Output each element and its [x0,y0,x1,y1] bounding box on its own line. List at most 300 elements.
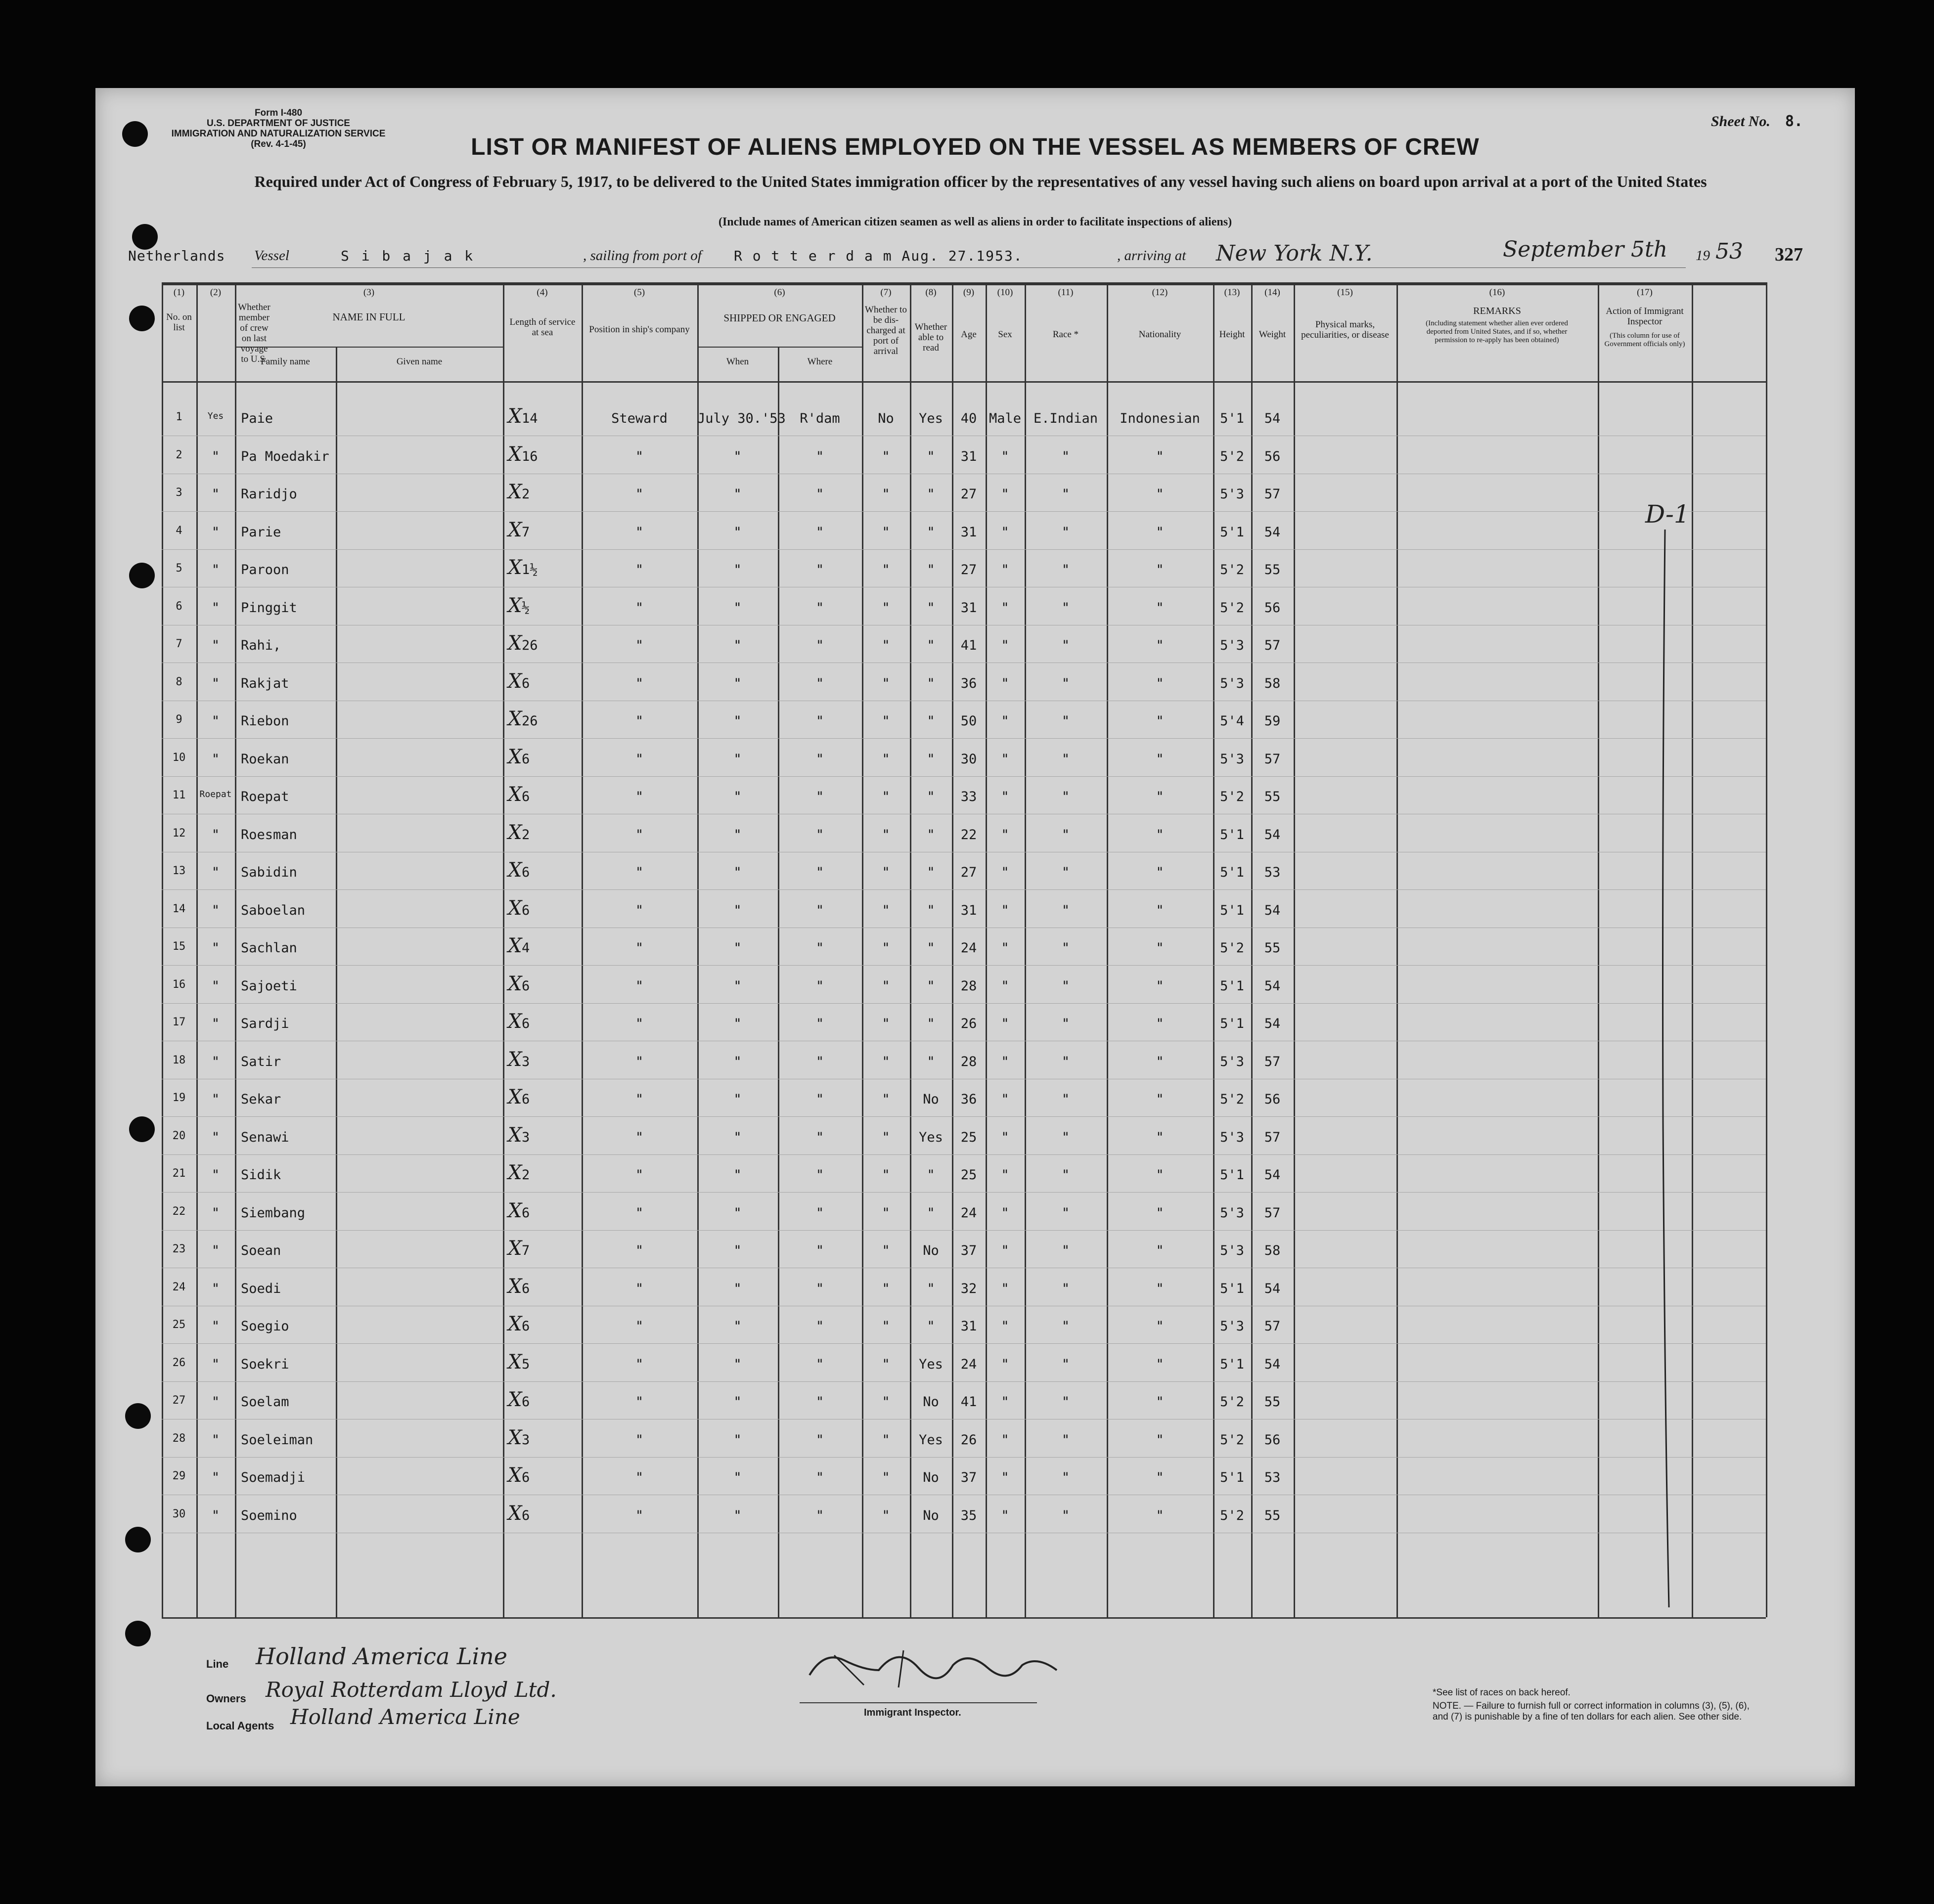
cell-discharged: " [882,1394,890,1410]
header-action: Action of Immigrant Inspector [1606,306,1684,327]
arrival-date: September 5th [1503,237,1668,262]
sheet-number: Sheet No. 8. [1710,113,1803,130]
cell-position: " [635,1281,644,1296]
check-x-mark: X [508,669,522,693]
department: U.S. DEPARTMENT OF JUSTICE [207,118,350,129]
cell-able-read: " [927,448,935,464]
cell-position: " [635,487,644,502]
cell-race: " [1061,751,1070,767]
cell-position: " [635,827,644,842]
cell-position: " [635,1205,644,1221]
col-line [1766,282,1767,1617]
cell-height: 5'3 [1220,751,1244,767]
cell-member: Yes [207,411,224,421]
cell-weight: 55 [1264,1394,1281,1410]
cell-able-read: Yes [919,1432,943,1448]
cell-length-service: 6 [522,1507,530,1523]
cell-nationality: " [1156,487,1164,502]
page-code: 327 [1775,244,1803,265]
cell-sex: " [1001,1016,1009,1031]
cell-weight: 56 [1264,1092,1281,1107]
cell-able-read: Yes [919,1129,943,1145]
cell-family-name: Soemadji [241,1470,306,1485]
cell-position: " [635,865,644,880]
cell-when: " [733,1319,742,1334]
line-label: Line [206,1658,229,1670]
cell-position: " [635,789,644,804]
header-action-sub: (This column for use of Government officials only) [1604,332,1685,348]
cell-nationality: " [1156,638,1164,653]
cell-height: 5'4 [1220,713,1244,729]
cell-race: " [1061,1016,1070,1031]
cell-member: Roepat [199,789,232,799]
shipped-subheader-line [697,347,862,348]
races-note: *See list of races on back hereof. [1433,1687,1571,1698]
cell-weight: 55 [1264,940,1281,956]
cell-member: " [211,1205,220,1221]
cell-weight: 54 [1264,1281,1281,1296]
cell-age: 40 [960,411,977,426]
cell-nationality: " [1156,1394,1164,1410]
row-rule [162,1003,1766,1004]
row-rule [162,776,1766,777]
cell-discharged: " [882,1507,890,1523]
cell-member: " [211,865,220,880]
cell-sex: " [1001,448,1009,464]
cell-race: " [1061,1394,1070,1410]
cell-sex: " [1001,600,1009,616]
cell-where: " [815,1054,824,1069]
cell-when: " [733,1394,742,1410]
cell-position: " [635,940,644,956]
cell-nationality: " [1156,1129,1164,1145]
signature-line [800,1702,1037,1703]
cell-where: " [815,789,824,804]
cell-family-name: Paroon [241,562,289,577]
cell-member: " [211,827,220,842]
cell-sex: " [1001,1092,1009,1107]
cell-family-name: Senawi [241,1129,289,1145]
cell-length-service: 6 [522,1319,530,1334]
punch-hole [129,1116,155,1142]
cell-no: 26 [172,1356,186,1369]
col-num: (10) [997,287,1013,298]
cell-able-read: " [927,600,935,616]
cell-family-name: Parie [241,524,281,540]
col-num: (8) [925,287,937,298]
cell-weight: 54 [1264,978,1281,994]
footer [162,1621,1766,1786]
check-x-mark: X [508,1199,522,1222]
check-x-mark: X [508,821,522,844]
row-rule [162,1192,1766,1193]
cell-family-name: Soeleiman [241,1432,314,1448]
row-rule [162,1154,1766,1155]
col-line [1396,282,1398,1617]
cell-length-service: 6 [522,789,530,804]
cell-discharged: " [882,1016,890,1031]
cell-where: " [815,1432,824,1448]
cell-when: " [733,1281,742,1296]
check-x-mark: X [508,1123,522,1147]
cell-able-read: No [923,1470,939,1485]
cell-discharged: " [882,1319,890,1334]
cell-member: " [211,1356,220,1372]
cell-where: " [815,751,824,767]
cell-no: 14 [172,902,186,915]
cell-no: 3 [176,487,182,499]
cell-where: " [815,1243,824,1258]
cell-family-name: Siembang [241,1205,306,1221]
cell-length-service: 6 [522,1092,530,1107]
cell-no: 5 [176,562,182,575]
cell-height: 5'1 [1220,524,1244,540]
cell-length-service: ½ [522,600,530,616]
cell-discharged: " [882,978,890,994]
cell-discharged: " [882,713,890,729]
cell-family-name: Paie [241,411,273,426]
cell-sex: " [1001,1167,1009,1183]
cell-length-service: 6 [522,1394,530,1410]
header-given-name: Given name [396,356,443,367]
agents-label: Local Agents [206,1720,274,1732]
cell-member: " [211,902,220,918]
cell-position: " [635,1319,644,1334]
cell-race: E.Indian [1033,411,1098,426]
arriving-at: New York N.Y. [1216,241,1373,266]
cell-discharged: " [882,789,890,804]
cell-able-read: " [927,940,935,956]
check-x-mark: X [508,896,522,920]
cell-family-name: Riebon [241,713,289,729]
col-num: (13) [1224,287,1240,298]
cell-where: " [815,487,824,502]
check-x-mark: X [508,1048,522,1071]
col-line [503,282,504,1617]
cell-sex: " [1001,1129,1009,1145]
cell-position: " [635,1356,644,1372]
cell-weight: 58 [1264,675,1281,691]
cell-length-service: 3 [522,1129,530,1145]
cell-when: " [733,1054,742,1069]
cell-age: 26 [960,1432,977,1448]
cell-where: " [815,562,824,577]
cell-race: " [1061,1281,1070,1296]
cell-height: 5'2 [1220,448,1244,464]
cell-where: " [815,524,824,540]
cell-race: " [1061,940,1070,956]
cell-when: " [733,713,742,729]
cell-race: " [1061,902,1070,918]
header-age: Age [961,329,977,340]
cell-member: " [211,713,220,729]
cell-when: " [733,448,742,464]
check-x-mark: X [508,1426,522,1449]
header-able-read: Whether able to read [914,322,947,353]
inspector-signature [805,1640,1062,1700]
cell-family-name: Roekan [241,751,289,767]
cell-able-read: " [927,827,935,842]
cell-where: " [815,1092,824,1107]
cell-position: " [635,524,644,540]
cell-height: 5'3 [1220,1205,1244,1221]
cell-nationality: " [1156,978,1164,994]
cell-age: 30 [960,751,977,767]
cell-weight: 57 [1264,487,1281,502]
cell-discharged: " [882,902,890,918]
cell-able-read: Yes [919,1356,943,1372]
header-discharged: Whether to be dis-charged at port of arrival [865,305,907,356]
cell-length-service: 7 [522,524,530,540]
cell-when: " [733,675,742,691]
cell-where: " [815,1356,824,1372]
cell-member: " [211,1432,220,1448]
cell-race: " [1061,1507,1070,1523]
col-num: (5) [633,287,645,298]
cell-able-read: " [927,751,935,767]
header-name-in-full: NAME IN FULL [332,311,405,323]
cell-position: " [635,1092,644,1107]
cell-height: 5'2 [1220,1432,1244,1448]
cell-no: 8 [176,675,182,688]
cell-position: " [635,1016,644,1031]
col-num: (17) [1637,287,1653,298]
cell-able-read: " [927,789,935,804]
cell-when: " [733,638,742,653]
col-num: (15) [1337,287,1353,298]
cell-where: " [815,978,824,994]
cell-nationality: " [1156,789,1164,804]
cell-where: R'dam [800,411,840,426]
check-x-mark: X [508,972,522,995]
cell-race: " [1061,487,1070,502]
cell-nationality: " [1156,1243,1164,1258]
cell-when: " [733,940,742,956]
row-rule [162,889,1766,890]
cell-race: " [1061,865,1070,880]
service: IMMIGRATION AND NATURALIZATION SERVICE [171,129,386,139]
check-x-mark: X [508,783,522,806]
cell-race: " [1061,1243,1070,1258]
cell-height: 5'1 [1220,1281,1244,1296]
punch-hole [129,563,155,588]
cell-family-name: Satir [241,1054,281,1069]
cell-nationality: " [1156,600,1164,616]
cell-member: " [211,600,220,616]
cell-where: " [815,1319,824,1334]
cell-no: 25 [172,1319,186,1331]
cell-length-service: 4 [522,940,530,956]
col-num: (16) [1489,287,1505,298]
cell-discharged: " [882,638,890,653]
cell-where: " [815,1470,824,1485]
cell-height: 5'3 [1220,638,1244,653]
cell-no: 15 [172,940,186,953]
cell-age: 41 [960,1394,977,1410]
cell-age: 27 [960,865,977,880]
cell-sex: " [1001,487,1009,502]
cell-no: 16 [172,978,186,991]
cell-length-service: 2 [522,487,530,502]
cell-position: " [635,751,644,767]
cell-family-name: Soean [241,1243,281,1258]
cell-height: 5'1 [1220,978,1244,994]
row-rule [162,1343,1766,1344]
cell-age: 31 [960,448,977,464]
cell-position: " [635,562,644,577]
cell-member: " [211,448,220,464]
col-line [1598,282,1599,1617]
cell-sex: Male [989,411,1022,426]
sailing-label: , sailing from port of [583,248,702,264]
cell-length-service: 6 [522,902,530,918]
cell-race: " [1061,1092,1070,1107]
cell-position: " [635,1394,644,1410]
check-x-mark: X [508,632,522,655]
cell-sex: " [1001,827,1009,842]
cell-sex: " [1001,1470,1009,1485]
cell-when: " [733,562,742,577]
cell-age: 36 [960,675,977,691]
cell-position: " [635,978,644,994]
cell-when: " [733,487,742,502]
punch-hole [125,1527,151,1552]
cell-height: 5'1 [1220,902,1244,918]
cell-race: " [1061,1167,1070,1183]
cell-position: " [635,600,644,616]
cell-family-name: Saboelan [241,902,306,918]
punch-hole [125,1621,151,1646]
header-length-service: Length of service at sea [509,317,576,338]
cell-member: " [211,1507,220,1523]
col-line [1692,282,1693,1617]
cell-when: " [733,1092,742,1107]
cell-sex: " [1001,865,1009,880]
header-sex: Sex [998,329,1012,340]
cell-weight: 59 [1264,713,1281,729]
cell-when: " [733,751,742,767]
cell-discharged: " [882,940,890,956]
cell-nationality: " [1156,1281,1164,1296]
col-num: (1) [173,287,185,298]
cell-position: " [635,448,644,464]
cell-height: 5'2 [1220,1092,1244,1107]
cell-sex: " [1001,902,1009,918]
cell-race: " [1061,713,1070,729]
action-annotation: D-1 [1645,500,1690,529]
cell-length-service: 6 [522,865,530,880]
cell-age: 24 [960,1356,977,1372]
cell-family-name: Soedi [241,1281,281,1296]
cell-weight: 56 [1264,1432,1281,1448]
cell-able-read: " [927,562,935,577]
cell-no: 11 [172,789,186,801]
col-num: (4) [537,287,548,298]
cell-length-service: 5 [522,1356,530,1372]
cell-race: " [1061,1129,1070,1145]
col-num: (7) [880,287,892,298]
cell-no: 22 [172,1205,186,1218]
cell-able-read: " [927,902,935,918]
page-title: LIST OR MANIFEST OF ALIENS EMPLOYED ON THE VESSEL AS MEMBERS OF CREW [471,134,1480,160]
cell-nationality: " [1156,902,1164,918]
cell-age: 24 [960,940,977,956]
check-x-mark: X [508,481,522,503]
cell-no: 24 [172,1281,186,1293]
cell-no: 29 [172,1470,186,1482]
cell-family-name: Raridjo [241,487,297,502]
cell-age: 37 [960,1243,977,1258]
cell-race: " [1061,638,1070,653]
cell-age: 25 [960,1167,977,1183]
cell-height: 5'1 [1220,827,1244,842]
punch-hole [125,1403,151,1429]
cell-where: " [815,1281,824,1296]
cell-height: 5'2 [1220,1507,1244,1523]
check-x-mark: X [508,1464,522,1487]
cell-when: " [733,600,742,616]
owners-label: Owners [206,1692,246,1705]
cell-no: 18 [172,1054,186,1066]
cell-age: 36 [960,1092,977,1107]
cell-family-name: Sidik [241,1167,281,1183]
cell-nationality: " [1156,827,1164,842]
cell-no: 21 [172,1167,186,1180]
cell-member: " [211,487,220,502]
cell-sex: " [1001,940,1009,956]
check-x-mark: X [508,405,522,428]
cell-length-service: 6 [522,1281,530,1296]
cell-height: 5'2 [1220,562,1244,577]
cell-when: " [733,865,742,880]
cell-no: 10 [172,751,186,764]
cell-able-read: No [923,1092,939,1107]
cell-where: " [815,902,824,918]
cell-weight: 57 [1264,751,1281,767]
check-x-mark: X [508,859,522,882]
col-num: (12) [1152,287,1168,298]
cell-when: " [733,1356,742,1372]
arriving-label: , arriving at [1117,248,1186,264]
cell-weight: 57 [1264,1319,1281,1334]
cell-where: " [815,1016,824,1031]
cell-member: " [211,1281,220,1296]
cell-member: " [211,978,220,994]
cell-height: 5'2 [1220,940,1244,956]
punch-hole [129,306,155,331]
cell-when: " [733,978,742,994]
cell-no: 20 [172,1129,186,1142]
cell-nationality: " [1156,1432,1164,1448]
cell-when: " [733,524,742,540]
cell-nationality: " [1156,1507,1164,1523]
subtitle-note: (Include names of American citizen seamen as well as aliens in order to facilitate inspections of aliens) [718,216,1232,228]
row-rule [162,1381,1766,1382]
check-x-mark: X [508,594,522,617]
cell-age: 37 [960,1470,977,1485]
cell-position: " [635,1507,644,1523]
cell-family-name: Pinggit [241,600,297,616]
action-bracket-line [1645,530,1685,1607]
cell-position: Steward [611,411,668,426]
cell-discharged: No [878,411,894,426]
cell-sex: " [1001,1054,1009,1069]
cell-when: " [733,1016,742,1031]
header-height: Height [1219,329,1245,340]
header-nationality: Nationality [1138,329,1181,340]
name-subheader-line [235,347,503,348]
cell-weight: 54 [1264,827,1281,842]
